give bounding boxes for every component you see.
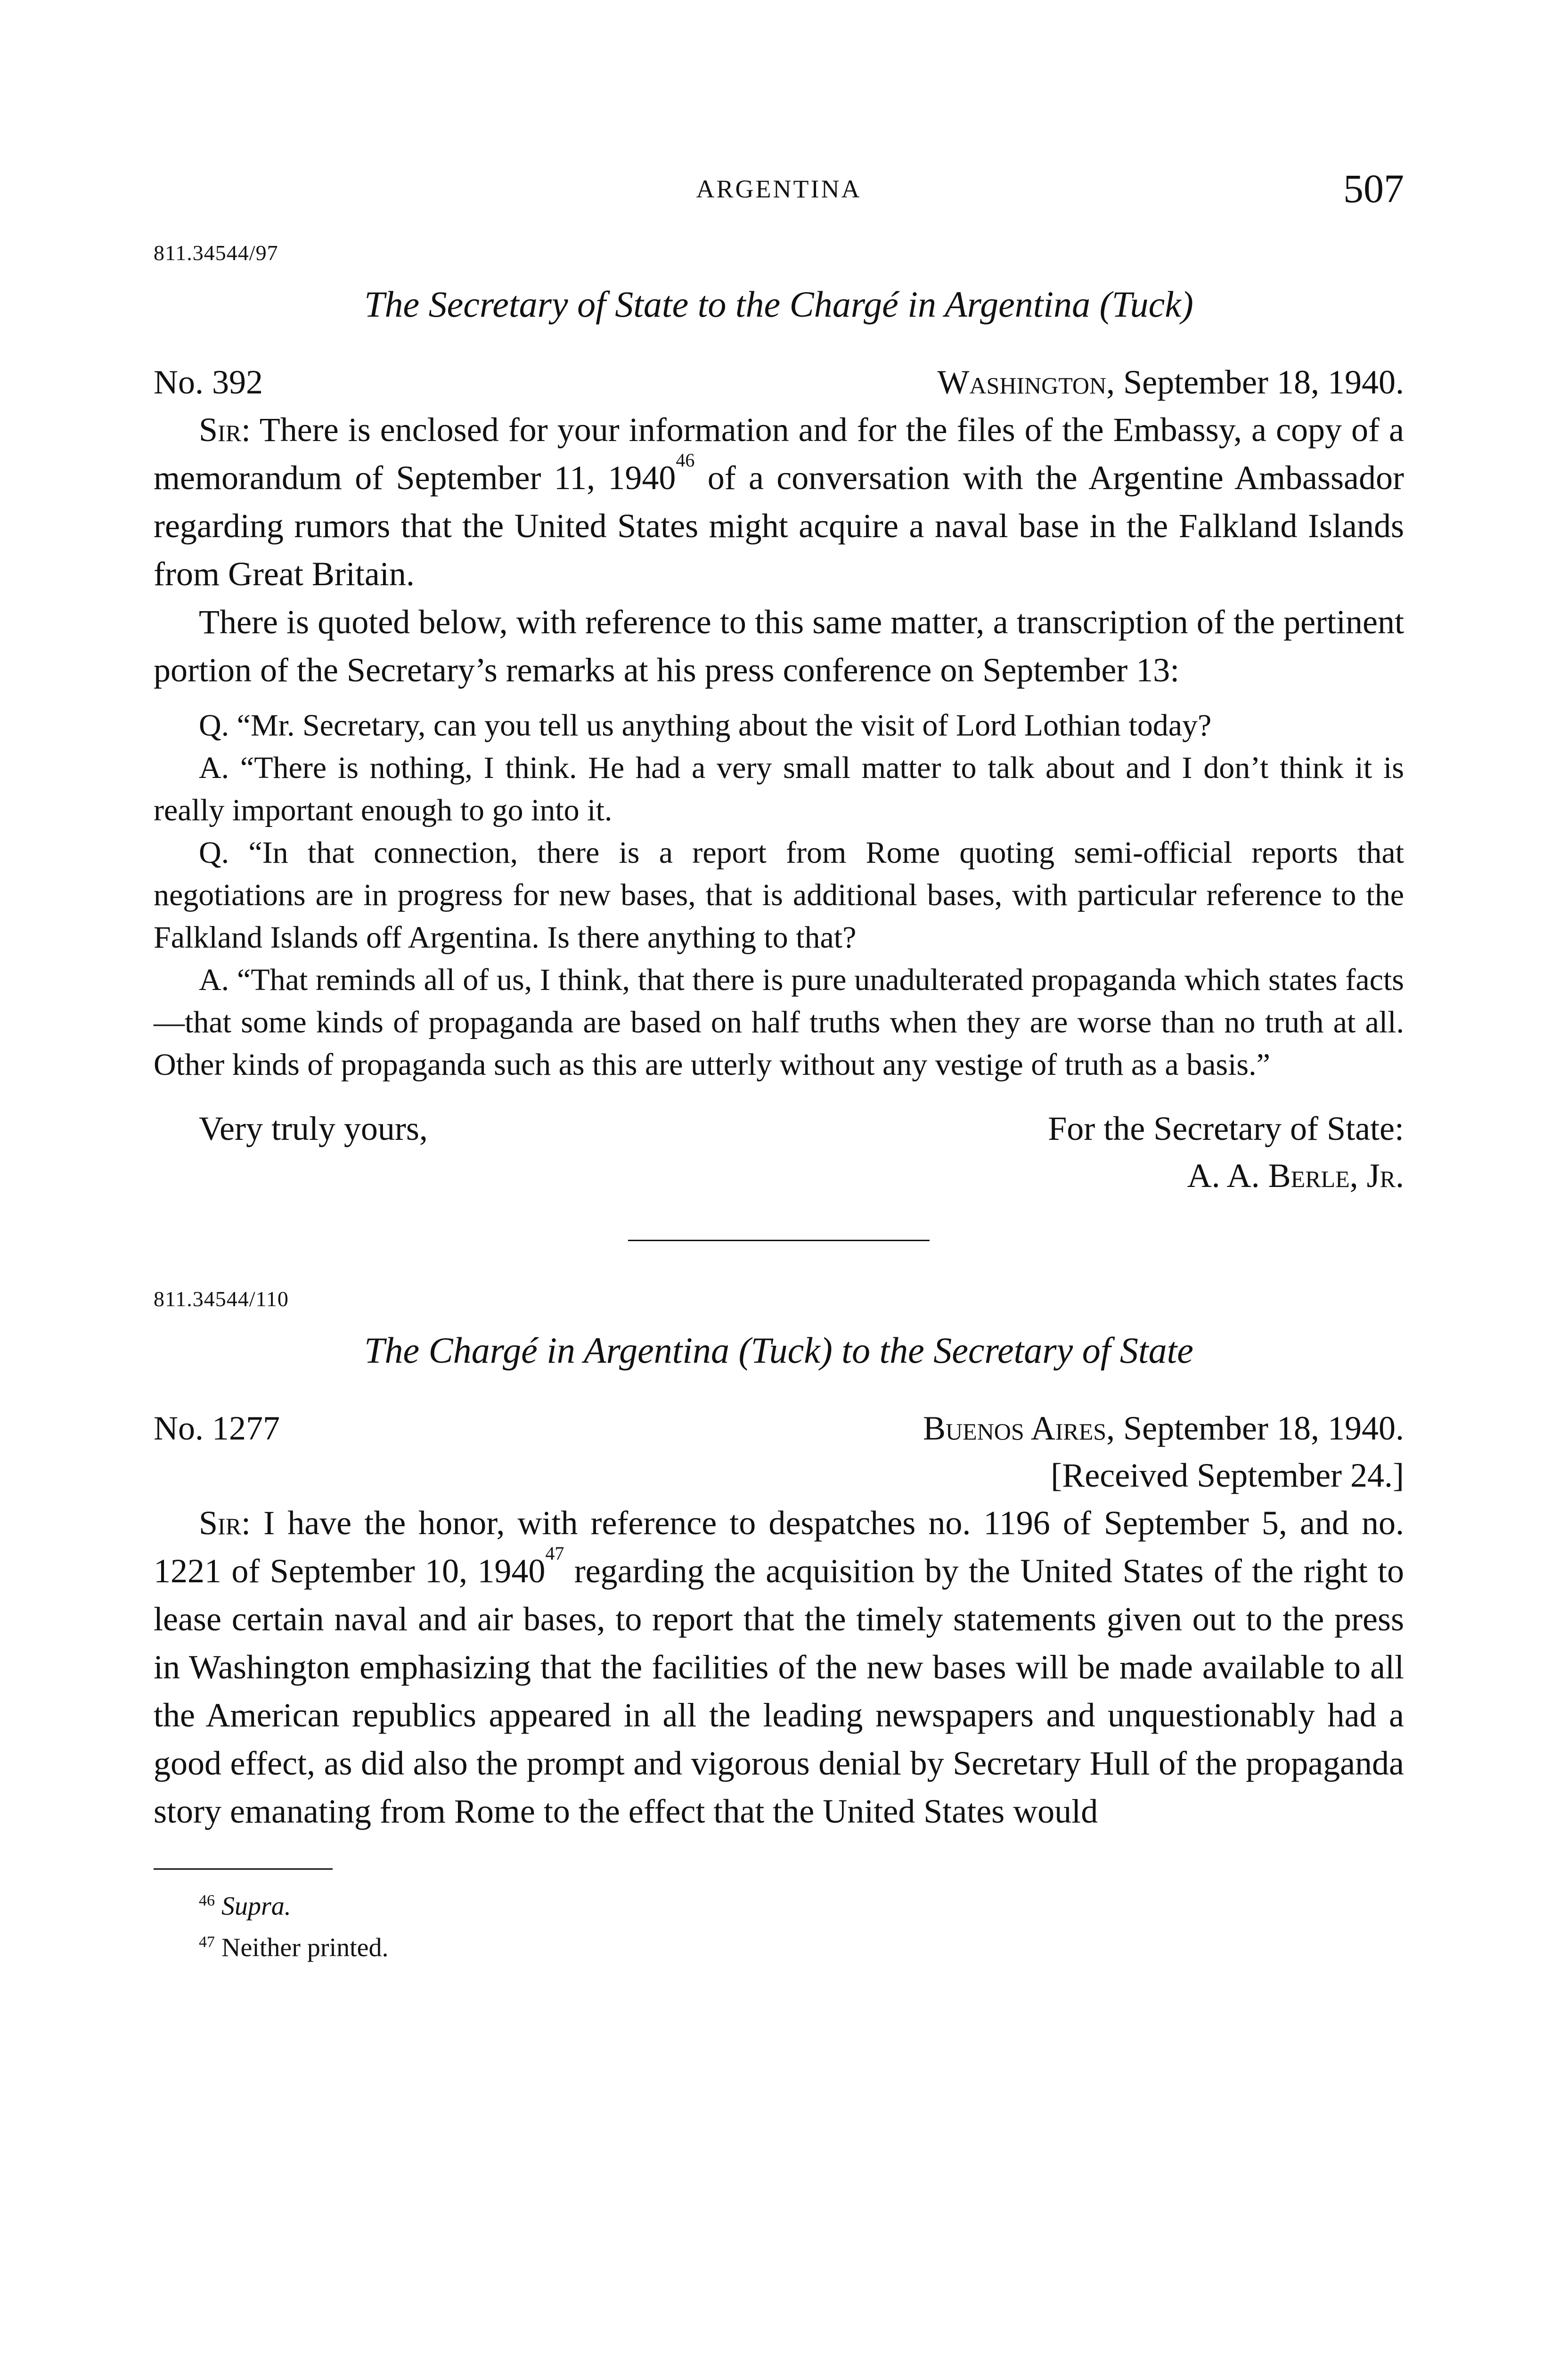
place: Buenos Aires	[923, 1409, 1107, 1447]
body-paragraph: There is quoted below, with reference to this same matter, a transcription of the pertinent portion of the Secretary’s remarks at his press conference on September 13:	[154, 603, 1404, 689]
despatch-number: No. 392	[154, 363, 263, 401]
dateline	[154, 1405, 1404, 1452]
paragraph-text: : There is enclosed for your information and for the files of the Embassy, a copy of a memorandum of September 11, 1940	[154, 411, 1404, 497]
quote-line: Q. “Mr. Secretary, can you tell us anything about the visit of Lord Lothian today?	[199, 708, 1212, 743]
document-title: The Secretary of State to the Chargé in Argentina (Tuck)	[364, 284, 1193, 325]
file-number: 811.34544/110	[154, 1287, 289, 1311]
salutation: Sir	[199, 1504, 242, 1542]
footnote-mark: 46	[199, 1892, 215, 1909]
date: , September 18, 1940.	[1106, 1409, 1404, 1447]
despatch-number: No. 1277	[154, 1409, 280, 1447]
footnotes	[154, 1883, 1404, 1965]
salutation: Sir	[199, 411, 242, 449]
page-header	[154, 155, 1404, 221]
footnote-text: Supra.	[221, 1891, 291, 1921]
place-date	[923, 1405, 1404, 1452]
footnote	[199, 1883, 1404, 1924]
closing: Very truly yours,	[199, 1110, 428, 1147]
document-1	[154, 240, 1404, 1199]
footnote-mark: 47	[199, 1933, 215, 1951]
footnote	[199, 1924, 1404, 1966]
document-2	[154, 1286, 1404, 1835]
body-paragraph	[154, 406, 1404, 598]
body-paragraph	[154, 1499, 1404, 1835]
place-date	[937, 359, 1404, 406]
file-number: 811.34544/97	[154, 241, 278, 265]
for-line: For the Secretary of State:	[1048, 1110, 1404, 1147]
signature: A. A. Berle, Jr.	[1187, 1157, 1404, 1194]
dateline	[154, 359, 1404, 406]
page-number: 507	[1343, 166, 1404, 211]
quote-line: A. “That reminds all of us, I think, that there is pure unadulterated propaganda which states facts—that some kinds of propaganda are based on half truths when they are worse than no truth at all. Other kinds of propaganda such as this are utterly without any vestige of truth as a basis.”	[154, 963, 1404, 1082]
document-title: The Chargé in Argentina (Tuck) to the Secretary of State	[364, 1330, 1193, 1371]
press-conference-quote	[154, 704, 1404, 1086]
closing-block	[154, 1105, 1404, 1152]
paragraph-text: regarding the acquisition by the United States of the right to lease certain naval and air bases, to report that the timely statements given out to the press in Washington emphasizing that the facilities of the new bases will be made available to all the American republics appeared in all the leading newspapers and unquestionably had a good effect, as did also the prompt and vigorous denial by Secretary Hull of the propaganda story emanating from Rome to the effect that the United States would	[154, 1552, 1404, 1830]
section-divider	[628, 1240, 930, 1241]
footnote-ref: 46	[676, 450, 695, 471]
running-head: ARGENTINA	[696, 175, 862, 203]
paragraph-text: of a conversation with the Argentine Ambassador regarding rumors that the United States might acquire a naval base in the Falkland Islands from Great Britain.	[154, 459, 1404, 593]
footnote-ref: 47	[545, 1543, 564, 1564]
paragraph-text: : I have the honor, with reference to despatches no. 1196 of September 5, and no. 1221 of September 10, 1940	[154, 1504, 1404, 1590]
footnote-divider	[154, 1868, 333, 1870]
quote-line: A. “There is nothing, I think. He had a very small matter to talk about and I don’t think it is really important enough to go into it.	[154, 751, 1404, 827]
place: Washington	[937, 363, 1107, 401]
footnote-text: Neither printed.	[221, 1933, 389, 1963]
received-date: [Received September 24.]	[1051, 1456, 1404, 1494]
document-page	[154, 155, 1404, 1965]
date: , September 18, 1940.	[1106, 363, 1404, 401]
quote-line: Q. “In that connection, there is a report from Rome quoting semi-official reports that negotiations are in progress for new bases, that is additional bases, with particular reference to the Falkland Islands off Argentina. Is there anything to that?	[154, 835, 1404, 955]
